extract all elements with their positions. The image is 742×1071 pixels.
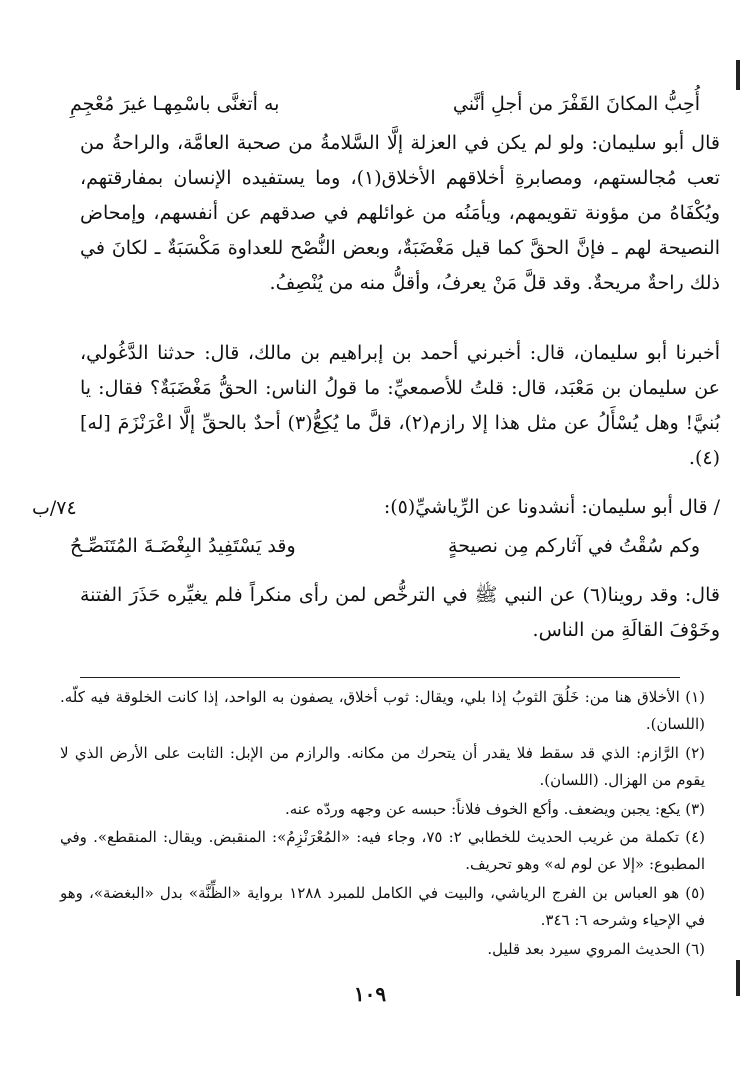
footnote-4: (٤) تكملة من غريب الحديث للخطابي ٢: ٧٥، وجاء فيه: «المُعْرَنْزِمُ»: المنقبض. ويقال: المنقطع». وفي المطبوع: «إلا عن لوم له» وهو تحريف. — [60, 828, 705, 873]
verse-line-2 — [70, 528, 700, 564]
footnote-1: (١) الأخلاق هنا من: خَلُقَ الثوبُ إذا بلي، ويقال: ثوب أخلاق، يصفون به الواحد، إذا كانت الخلوقة فيه كلّه. (اللسان). — [60, 688, 705, 733]
paragraph-2: أخبرنا أبو سليمان، قال: أخبرني أحمد بن إبراهيم بن مالك، قال: حدثنا الدَّغُولي، عن سليمان بن مَعْبَد، قال: قلتُ للأصمعيِّ: ما قولُ الناس: الحقُّ مَغْضَبَةٌ؟ فقال: يا بُنيَّ! وهل يُسْأَلُ عن مثل هذا إلا رازم(٢)، قلَّ ما يُكِعُّ(٣) أحدٌ بالحقِّ إلَّا اعْرَنْزَمَ [له](٤). — [80, 342, 720, 469]
footnote-3: (٣) يكع: يجبن ويضعف. وأكع الخوف فلاناً: حبسه عن وجهه وردّه عنه. — [284, 800, 705, 818]
footnote-2: (٢) الرَّازم: الذي قد سقط فلا يقدر أن يتحرك من مكانه. والرازم من الإبل: الثابت على الأرض الذي لا يقوم من الهزال. (اللسان). — [60, 744, 705, 789]
verse-2-second-hemistich: وقد يَسْتَفِيدُ البِغْضَـةَ المُتَنَصِّـحُ — [70, 535, 296, 557]
folio-margin-note: ٧٤/ب — [32, 497, 77, 519]
verse-1-second-hemistich: به أتغنَّى باسْمِهـا غيرَ مُعْجِمِ — [70, 93, 280, 115]
verse-1-first-hemistich: أُحِبُّ المكانَ القَفْرَ من أجلِ أنَّني — [452, 93, 700, 115]
paragraph-3: / قال أبو سليمان: أنشدونا عن الرِّياشيِّ(٥): — [383, 496, 720, 518]
scan-edge-mark — [736, 60, 740, 90]
paragraph-1: قال أبو سليمان: ولو لم يكن في العزلة إلَّا السَّلامةُ من صحبة العامَّة، والراحةُ من تعب مُجالستهم، ومصابرةِ أخلاقهم الأخلاق(١)، وما يستفيده الإنسان بمفارقتهم، ويُكْفَاهُ من مؤونة تقويمهم، ويأمَنُه من غوائلهم في صدقهم عن أنفسهم، وإمحاض النصيحة لهم ـ فإنَّ الحقَّ كما قيل مَغْضَبَةٌ، وبعض النُّصْح للعداوة مَكْسَبَةٌ ـ لكانَ في ذلك راحةٌ مريحةٌ. وقد قلَّ مَنْ يعرفُ، وأقلُّ منه من يُنْصِفُ. — [80, 132, 720, 294]
scan-edge-mark — [736, 960, 740, 996]
paragraph-4: قال: وقد روينا(٦) عن النبي ﷺ في الترخُّص لمن رأى منكراً فلم يغيِّره حَذَرَ الفتنة وخَوْفَ القالَةِ من الناس. — [80, 584, 720, 641]
page-number: ١٠٩ — [353, 982, 387, 1006]
footnote-5: (٥) هو العباس بن الفرج الرياشي، والبيت في الكامل للمبرد ١٢٨٨ برواية «الظِّنَّة» بدل «البغضة»، وهو في الإحياء وشرحه ٦: ٣٤٦. — [60, 884, 705, 929]
footnote-6: (٦) الحديث المروي سيرد بعد قليل. — [487, 940, 705, 958]
verse-line-1 — [70, 86, 700, 122]
footnote-separator — [80, 677, 680, 678]
verse-2-first-hemistich: وكم سُقْتُ في آثاركم مِن نصيحةٍ — [448, 535, 700, 557]
